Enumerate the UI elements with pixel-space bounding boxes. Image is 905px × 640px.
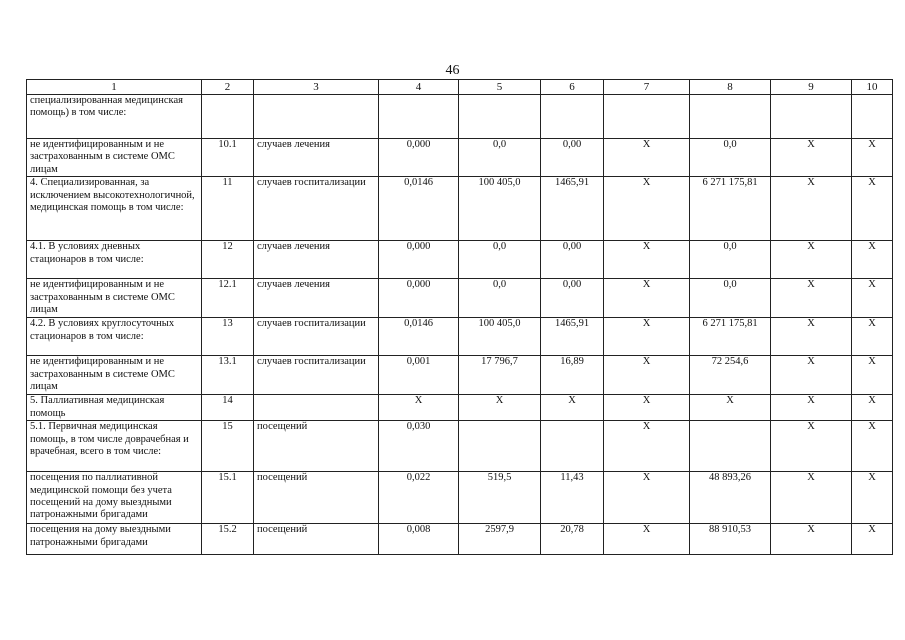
row-number-cell: 11 [202,177,254,241]
header-cell: 9 [771,80,852,95]
row-unit-cell: посещений [254,524,379,555]
row-col4-cell [379,95,459,139]
row-col9-cell: Х [771,139,852,177]
row-name-cell: посещения на дому выездными патронажными бригадами [27,524,202,555]
row-col9-cell: Х [771,318,852,356]
table-row [27,279,893,318]
row-col4-cell: 0,022 [379,472,459,524]
row-col8-cell: 0,0 [690,139,771,177]
row-number-cell: 15.1 [202,472,254,524]
row-col8-cell [690,95,771,139]
row-col7-cell [604,95,690,139]
row-name-cell: 4. Специализированная, за исключением высокотехнологичной, медицинская помощь в том числе: [27,177,202,241]
row-col10-cell: Х [852,177,893,241]
row-name-cell: посещения по паллиативной медицинской помощи без учета посещений на дому выездными патронажными бригадами [27,472,202,524]
row-name-cell: 5.1. Первичная медицинская помощь, в том числе доврачебная и врачебная, всего в том числе: [27,421,202,472]
header-cell: 6 [541,80,604,95]
row-col8-cell: 6 271 175,81 [690,177,771,241]
header-cell: 3 [254,80,379,95]
table-row [27,318,893,356]
row-col6-cell: 0,00 [541,279,604,318]
row-number-cell: 12 [202,241,254,279]
row-col10-cell: Х [852,472,893,524]
table-row [27,472,893,524]
row-col4-cell: 0,000 [379,241,459,279]
row-col6-cell: 1465,91 [541,177,604,241]
row-name-cell: 4.1. В условиях дневных стационаров в том числе: [27,241,202,279]
header-cell: 1 [27,80,202,95]
page-number: 46 [445,63,460,78]
row-number-cell [202,95,254,139]
row-unit-cell [254,395,379,421]
row-col9-cell: Х [771,421,852,472]
row-col8-cell: 0,0 [690,279,771,318]
row-number-cell: 14 [202,395,254,421]
row-col6-cell: 1465,91 [541,318,604,356]
row-col6-cell [541,95,604,139]
row-number-cell: 15.2 [202,524,254,555]
header-cell: 5 [459,80,541,95]
row-col8-cell: 0,0 [690,241,771,279]
header-cell: 10 [852,80,893,95]
row-col5-cell: 100 405,0 [459,318,541,356]
table-row [27,524,893,555]
row-col4-cell: 0,030 [379,421,459,472]
row-number-cell: 13 [202,318,254,356]
row-unit-cell: случаев госпитализации [254,318,379,356]
row-col4-cell: Х [379,395,459,421]
row-col7-cell: Х [604,356,690,395]
header-cell: 8 [690,80,771,95]
row-col5-cell: 519,5 [459,472,541,524]
row-name-cell: 4.2. В условиях круглосуточных стационаров в том числе: [27,318,202,356]
row-col10-cell: Х [852,139,893,177]
row-col7-cell: Х [604,241,690,279]
row-col9-cell: Х [771,472,852,524]
row-col9-cell: Х [771,177,852,241]
row-col9-cell: Х [771,395,852,421]
row-col4-cell: 0,001 [379,356,459,395]
row-name-cell: специализированная медицинская помощь) в том числе: [27,95,202,139]
row-col5-cell [459,95,541,139]
row-name-cell: 5. Паллиативная медицинская помощь [27,395,202,421]
row-col9-cell: Х [771,524,852,555]
table-row [27,95,893,139]
row-unit-cell: случаев лечения [254,139,379,177]
data-table [26,79,893,555]
row-col4-cell: 0,0146 [379,318,459,356]
header-cell: 7 [604,80,690,95]
row-col9-cell: Х [771,279,852,318]
row-unit-cell [254,95,379,139]
row-col6-cell: Х [541,395,604,421]
table-row [27,421,893,472]
row-unit-cell: случаев госпитализации [254,177,379,241]
row-number-cell: 15 [202,421,254,472]
row-col4-cell: 0,000 [379,139,459,177]
row-name-cell: не идентифицированным и не застрахованным в системе ОМС лицам [27,139,202,177]
row-col7-cell: Х [604,139,690,177]
row-col5-cell: Х [459,395,541,421]
row-col10-cell: Х [852,421,893,472]
row-unit-cell: случаев госпитализации [254,356,379,395]
row-col6-cell [541,421,604,472]
row-col10-cell: Х [852,279,893,318]
table-row [27,177,893,241]
row-col5-cell: 0,0 [459,241,541,279]
row-col6-cell: 0,00 [541,241,604,279]
row-col8-cell: Х [690,395,771,421]
row-col8-cell: 6 271 175,81 [690,318,771,356]
row-col5-cell: 17 796,7 [459,356,541,395]
row-col4-cell: 0,008 [379,524,459,555]
row-col5-cell: 2597,9 [459,524,541,555]
row-col10-cell: Х [852,395,893,421]
row-col9-cell: Х [771,241,852,279]
row-col5-cell: 100 405,0 [459,177,541,241]
header-cell: 4 [379,80,459,95]
row-unit-cell: посещений [254,472,379,524]
row-col6-cell: 0,00 [541,139,604,177]
header-cell: 2 [202,80,254,95]
row-col6-cell: 20,78 [541,524,604,555]
table-header-row [27,80,893,95]
row-col7-cell: Х [604,524,690,555]
row-unit-cell: случаев лечения [254,279,379,318]
row-col6-cell: 11,43 [541,472,604,524]
row-col10-cell [852,95,893,139]
row-name-cell: не идентифицированным и не застрахованным в системе ОМС лицам [27,356,202,395]
table-row [27,356,893,395]
row-col10-cell: Х [852,524,893,555]
table-row [27,139,893,177]
row-col7-cell: Х [604,177,690,241]
row-col8-cell: 88 910,53 [690,524,771,555]
row-col7-cell: Х [604,318,690,356]
row-col7-cell: Х [604,472,690,524]
table-row [27,395,893,421]
row-col8-cell: 72 254,6 [690,356,771,395]
row-unit-cell: посещений [254,421,379,472]
row-col5-cell: 0,0 [459,279,541,318]
row-col10-cell: Х [852,318,893,356]
row-col5-cell: 0,0 [459,139,541,177]
row-col7-cell: Х [604,395,690,421]
row-col6-cell: 16,89 [541,356,604,395]
row-col5-cell [459,421,541,472]
row-col4-cell: 0,0146 [379,177,459,241]
table-row [27,241,893,279]
row-col4-cell: 0,000 [379,279,459,318]
row-col10-cell: Х [852,241,893,279]
row-col8-cell [690,421,771,472]
row-col8-cell: 48 893,26 [690,472,771,524]
row-name-cell: не идентифицированным и не застрахованным в системе ОМС лицам [27,279,202,318]
row-number-cell: 10.1 [202,139,254,177]
row-col10-cell: Х [852,356,893,395]
row-number-cell: 13.1 [202,356,254,395]
row-col7-cell: Х [604,279,690,318]
row-col7-cell: Х [604,421,690,472]
row-col9-cell [771,95,852,139]
row-col9-cell: Х [771,356,852,395]
row-number-cell: 12.1 [202,279,254,318]
row-unit-cell: случаев лечения [254,241,379,279]
